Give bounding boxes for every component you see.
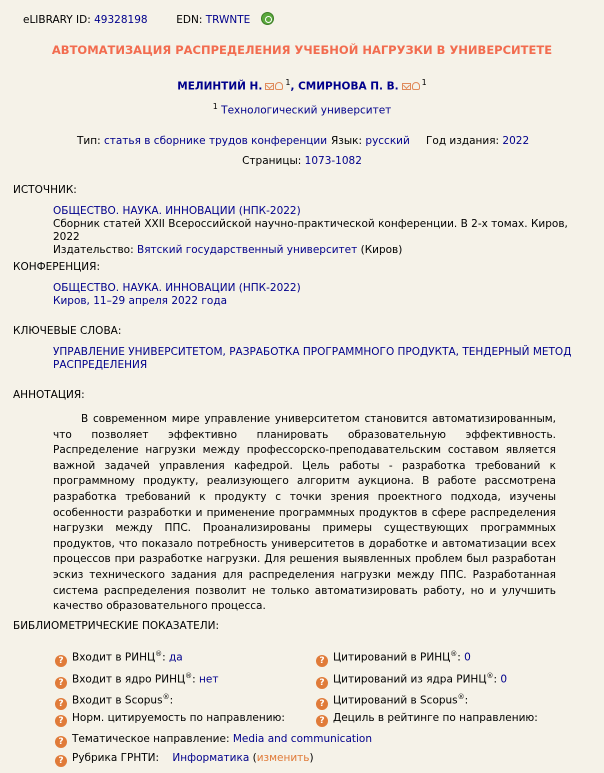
biblio-heading: БИБЛИОМЕТРИЧЕСКИЕ ПОКАЗАТЕЛИ: bbox=[13, 620, 220, 632]
edn-value[interactable]: TRWNTE bbox=[205, 14, 251, 26]
cit-scopus-label: Цитирований в Scopus bbox=[333, 694, 458, 707]
rinc-label: Входит в РИНЦ bbox=[72, 651, 156, 664]
elibrary-id-label: eLIBRARY ID: bbox=[23, 14, 91, 26]
conference-block bbox=[53, 282, 573, 308]
author-link[interactable]: МЕЛИНТИЙ Н. bbox=[177, 80, 263, 93]
header-ids bbox=[23, 12, 274, 26]
help-icon[interactable]: ? bbox=[316, 698, 328, 710]
help-icon[interactable]: ? bbox=[55, 715, 67, 727]
year-value: 2022 bbox=[502, 135, 530, 147]
rinc-value[interactable]: да bbox=[169, 651, 183, 664]
source-description: Сборник статей XXII Всероссийской научно-практической конференции. В 2-х томах. Киров, 2022 bbox=[53, 218, 568, 243]
person-icon[interactable] bbox=[275, 82, 283, 90]
annotation-text: В современном мире управление университетом становится автоматизированным, что позволяет эффективно планировать образовательную эффективность. Распределение нагрузки между профессорско-преподавательским составом является важной задачей управления кафедрой. Цель работы - разработка требований к программному продукту, реализующего алгоритм аукциона. В работе рассмотрена разработка требований к продукту с точки зрения проектного подхода, изучены особенности разработки и применение программных продуктов в сфере распределения нагрузки между ППС. Проанализированы примеры существующих программных продуктов, что показало потребность университетов в доработке и автоматизации всех процессов при разработке нагрузки. Для решения выявленных проблем был разработан эскиз технического задания для распределения нагрузки между ППС. Разработанная система распределения позволит не только автоматизировать работу, но и улучшить качество образовательного процесса. bbox=[53, 413, 556, 613]
year-label: Год издания: bbox=[426, 135, 500, 147]
help-icon[interactable]: ? bbox=[55, 698, 67, 710]
grnti-change-link[interactable]: изменить bbox=[256, 752, 310, 764]
author-link[interactable]: СМИРНОВА П. В. bbox=[298, 80, 399, 93]
publisher-city: (Киров) bbox=[360, 244, 403, 256]
authors bbox=[0, 78, 604, 93]
help-icon[interactable]: ? bbox=[316, 715, 328, 727]
decile-row bbox=[316, 710, 538, 726]
registered-mark: ® bbox=[486, 672, 494, 680]
grnti-value[interactable]: Информатика bbox=[172, 752, 250, 764]
cit-core-value[interactable]: 0 bbox=[500, 673, 508, 686]
author-sup: 1 bbox=[421, 78, 427, 87]
meta-year bbox=[426, 135, 529, 147]
help-icon[interactable]: ? bbox=[55, 755, 67, 767]
cit-rinc-label: Цитирований в РИНЦ bbox=[333, 651, 451, 664]
registered-mark: ® bbox=[185, 672, 193, 680]
scopus-label: Входит в Scopus bbox=[72, 694, 163, 707]
publisher-link[interactable]: Вятский государственный университет bbox=[137, 244, 358, 256]
meta-type bbox=[77, 135, 327, 147]
conference-heading: КОНФЕРЕНЦИЯ: bbox=[13, 261, 100, 273]
help-icon[interactable]: ? bbox=[316, 677, 328, 689]
thematic-label: Тематическое направление: bbox=[72, 733, 230, 745]
thematic-row bbox=[55, 731, 372, 747]
keywords-heading: КЛЮЧЕВЫЕ СЛОВА: bbox=[13, 325, 122, 337]
language-label: Язык: bbox=[331, 135, 363, 147]
grnti-row: ? Рубрика ГРНТИ: Информатика (изменить) bbox=[55, 750, 314, 766]
page-title: АВТОМАТИЗАЦИЯ РАСПРЕДЕЛЕНИЯ УЧЕБНОЙ НАГРУЗКИ В УНИВЕРСИТЕТЕ bbox=[51, 43, 553, 57]
keywords-line[interactable]: РАСПРЕДЕЛЕНИЯ bbox=[53, 359, 148, 371]
decile-label: Дециль в рейтинге по направлению: bbox=[333, 712, 538, 724]
thematic-value[interactable]: Media and communication bbox=[232, 733, 372, 745]
pages-value: 1073-1082 bbox=[304, 155, 362, 167]
cit-scopus-row: ? Цитирований в Scopus®: bbox=[316, 689, 468, 705]
norm-row bbox=[55, 710, 285, 726]
grnti-label: Рубрика ГРНТИ: bbox=[72, 752, 160, 764]
cit-core-label: Цитирований из ядра РИНЦ bbox=[333, 673, 487, 686]
help-icon[interactable]: ? bbox=[55, 677, 67, 689]
affiliation-link[interactable]: Технологический университет bbox=[221, 104, 392, 117]
help-icon[interactable]: ? bbox=[316, 655, 328, 667]
keywords-block bbox=[53, 346, 573, 372]
person-icon[interactable] bbox=[412, 82, 420, 90]
core-value[interactable]: нет bbox=[199, 673, 219, 686]
source-heading: ИСТОЧНИК: bbox=[13, 184, 77, 196]
registered-mark: ® bbox=[162, 693, 170, 701]
meta-pages bbox=[0, 155, 604, 167]
norm-label: Норм. цитируемость по направлению: bbox=[72, 712, 285, 724]
author-separator: , bbox=[290, 80, 295, 93]
pages-label: Страницы: bbox=[242, 155, 302, 167]
affiliation-sup: 1 bbox=[212, 102, 218, 111]
conference-date: Киров, 11–29 апреля 2022 года bbox=[53, 295, 228, 307]
edn-label: EDN: bbox=[176, 14, 203, 26]
author-sup: 1 bbox=[285, 78, 291, 87]
registered-mark: ® bbox=[155, 650, 163, 658]
core-row: ? Входит в ядро РИНЦ®: нет bbox=[55, 668, 219, 684]
type-value: статья в сборнике трудов конференции bbox=[103, 135, 328, 147]
cit-core-row: ? Цитирований из ядра РИНЦ®: 0 bbox=[316, 668, 507, 684]
keywords-line[interactable]: УПРАВЛЕНИЕ УНИВЕРСИТЕТОМ, РАЗРАБОТКА ПРОГРАММНОГО ПРОДУКТА, ТЕНДЕРНЫЙ МЕТОД bbox=[53, 346, 572, 358]
help-icon[interactable]: ? bbox=[55, 655, 67, 667]
mail-icon[interactable] bbox=[402, 83, 411, 90]
type-label: Тип: bbox=[77, 135, 101, 147]
meta-language bbox=[331, 135, 410, 147]
core-label: Входит в ядро РИНЦ bbox=[72, 673, 186, 686]
elibrary-id-value[interactable]: 49328198 bbox=[94, 14, 148, 26]
affiliation bbox=[0, 102, 604, 117]
source-title-link[interactable]: ОБЩЕСТВО. НАУКА. ИННОВАЦИИ (НПК-2022) bbox=[53, 205, 301, 217]
cit-rinc-value[interactable]: 0 bbox=[464, 651, 471, 664]
cit-rinc-row: ? Цитирований в РИНЦ®: 0 bbox=[316, 646, 471, 662]
globe-icon[interactable] bbox=[261, 12, 274, 25]
registered-mark: ® bbox=[450, 650, 458, 658]
registered-mark: ® bbox=[457, 693, 465, 701]
mail-icon[interactable] bbox=[265, 83, 274, 90]
help-icon[interactable]: ? bbox=[55, 736, 67, 748]
conference-title-link[interactable]: ОБЩЕСТВО. НАУКА. ИННОВАЦИИ (НПК-2022) bbox=[53, 282, 301, 294]
publisher-label: Издательство: bbox=[53, 244, 134, 256]
source-publisher bbox=[53, 244, 573, 257]
annotation-heading: АННОТАЦИЯ: bbox=[13, 389, 85, 401]
source-block bbox=[53, 205, 573, 257]
language-value: русский bbox=[365, 135, 410, 147]
scopus-row: ? Входит в Scopus®: bbox=[55, 689, 173, 705]
rinc-row: ? Входит в РИНЦ®: да bbox=[55, 646, 183, 662]
